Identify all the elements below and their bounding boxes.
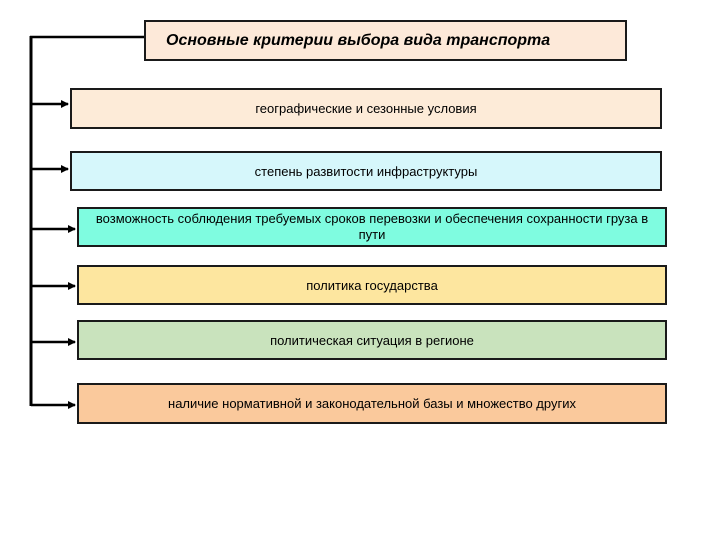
criterion-political-situation-text: политическая ситуация в регионе — [270, 332, 474, 348]
criterion-geographic-text: географические и сезонные условия — [255, 101, 477, 116]
criterion-state-policy-text: политика государства — [306, 277, 438, 293]
criterion-legal-base — [77, 383, 667, 424]
diagram-title — [144, 20, 627, 61]
criterion-geographic — [70, 88, 662, 129]
criterion-infrastructure-text: степень развитости инфраструктуры — [254, 163, 478, 179]
criterion-delivery-terms — [77, 207, 667, 247]
criterion-political-situation — [77, 320, 667, 360]
criterion-delivery-terms-text: возможность соблюдения требуемых сроков перевозки и обеспечения сохранности груза в пути — [95, 211, 649, 242]
diagram-title-text: Основные критерии выбора вида транспорта — [166, 32, 551, 49]
criterion-infrastructure — [70, 151, 662, 191]
criterion-state-policy — [77, 265, 667, 305]
criterion-legal-base-text: наличие нормативной и законодательной базы и множество других — [168, 396, 576, 411]
